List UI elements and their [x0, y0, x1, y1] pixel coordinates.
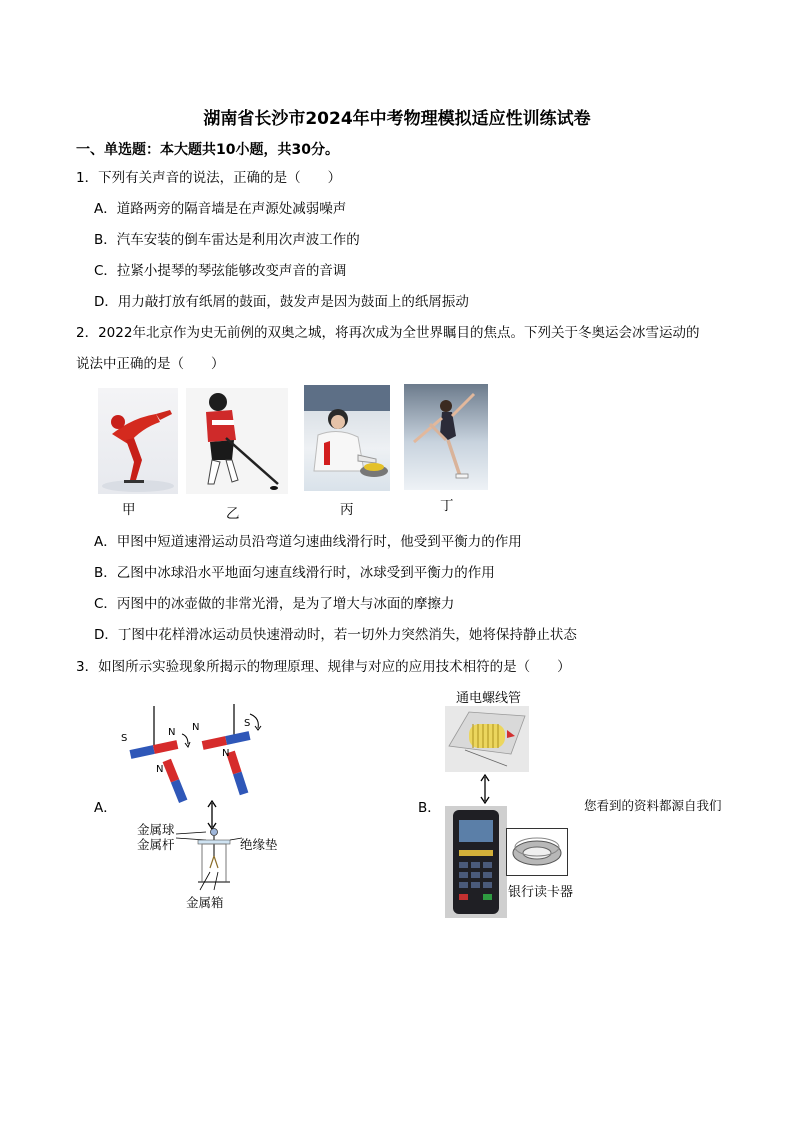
card-reader-photo — [445, 806, 507, 918]
q3-stem: 3．如图所示实验现象所揭示的物理原理、规律与对应的应用技术相符的是（ ） — [76, 659, 571, 675]
caption-jia: 甲 — [122, 502, 136, 518]
double-arrow-b — [478, 774, 492, 804]
magnet-label-n3: N — [192, 722, 200, 733]
q2-option-a: A．甲图中短道速滑运动员沿弯道匀速曲线滑行时，他受到平衡力的作用 — [94, 534, 522, 550]
q2-option-b: B．乙图中冰球沿水平地面匀速直线滑行时，冰球受到平衡力的作用 — [94, 565, 495, 581]
section-heading: 一、单选题：本大题共10小题，共30分。 — [76, 142, 339, 158]
q3-option-a: A． — [94, 800, 117, 816]
electroscope-label-pad: 绝缘垫 — [240, 837, 278, 852]
caption-ding: 丁 — [440, 498, 454, 514]
electroscope-label-box: 金属箱 — [186, 895, 224, 910]
speed-skater-photo — [98, 388, 178, 494]
q2-stem-line1: 2．2022年北京作为史无前例的双奥之城，将再次成为全世界瞩目的焦点。下列关于冬奥运会冰雪运动的 — [76, 325, 700, 341]
magnet-label-s1: S — [121, 733, 128, 744]
curling-photo — [304, 385, 390, 491]
q1-stem: 1．下列有关声音的说法，正确的是（ ） — [76, 170, 342, 186]
watermark-text: 您看到的资料都源自我们 — [584, 798, 722, 813]
electroscope-label-ball: 金属球 — [137, 822, 175, 837]
ice-hockey-photo — [186, 388, 288, 494]
solenoid-photo — [445, 706, 529, 772]
q1-option-a: A．道路两旁的隔音墙是在声源处减弱噪声 — [94, 201, 347, 217]
q1-option-c: C．拉紧小提琴的琴弦能够改变声音的音调 — [94, 263, 347, 279]
magnet-label-n1: N — [168, 727, 176, 738]
q2-option-c: C．丙图中的冰壶做的非常光滑，是为了增大与冰面的摩擦力 — [94, 596, 455, 612]
electroscope-label-rod: 金属杆 — [137, 837, 175, 852]
magnet-label-n4: N — [222, 748, 230, 759]
q1-option-b: B．汽车安装的倒车雷达是利用次声波工作的 — [94, 232, 360, 248]
magnet-diagram — [118, 700, 278, 810]
page-title: 湖南省长沙市2024年中考物理模拟适应性训练试卷 — [203, 109, 591, 129]
caption-bing: 丙 — [340, 502, 354, 518]
figure-skater-photo — [404, 384, 488, 490]
q1-option-d: D．用力敲打放有纸屑的鼓面，鼓发声是因为鼓面上的纸屑振动 — [94, 294, 469, 310]
card-reader-label: 银行读卡器 — [508, 885, 574, 900]
solenoid-label: 通电螺线管 — [456, 691, 522, 706]
caption-yi: 乙 — [226, 506, 240, 522]
magnet-label-n2: N — [156, 764, 164, 775]
magnet-label-s2: S — [244, 718, 251, 729]
q2-option-d: D．丁图中花样滑冰运动员快速滑动时，若一切外力突然消失，她将保持静止状态 — [94, 627, 577, 643]
q2-stem-line2: 说法中正确的是（ ） — [76, 356, 225, 372]
q3-option-b: B． — [418, 800, 441, 816]
reader-head-inset — [506, 828, 568, 876]
